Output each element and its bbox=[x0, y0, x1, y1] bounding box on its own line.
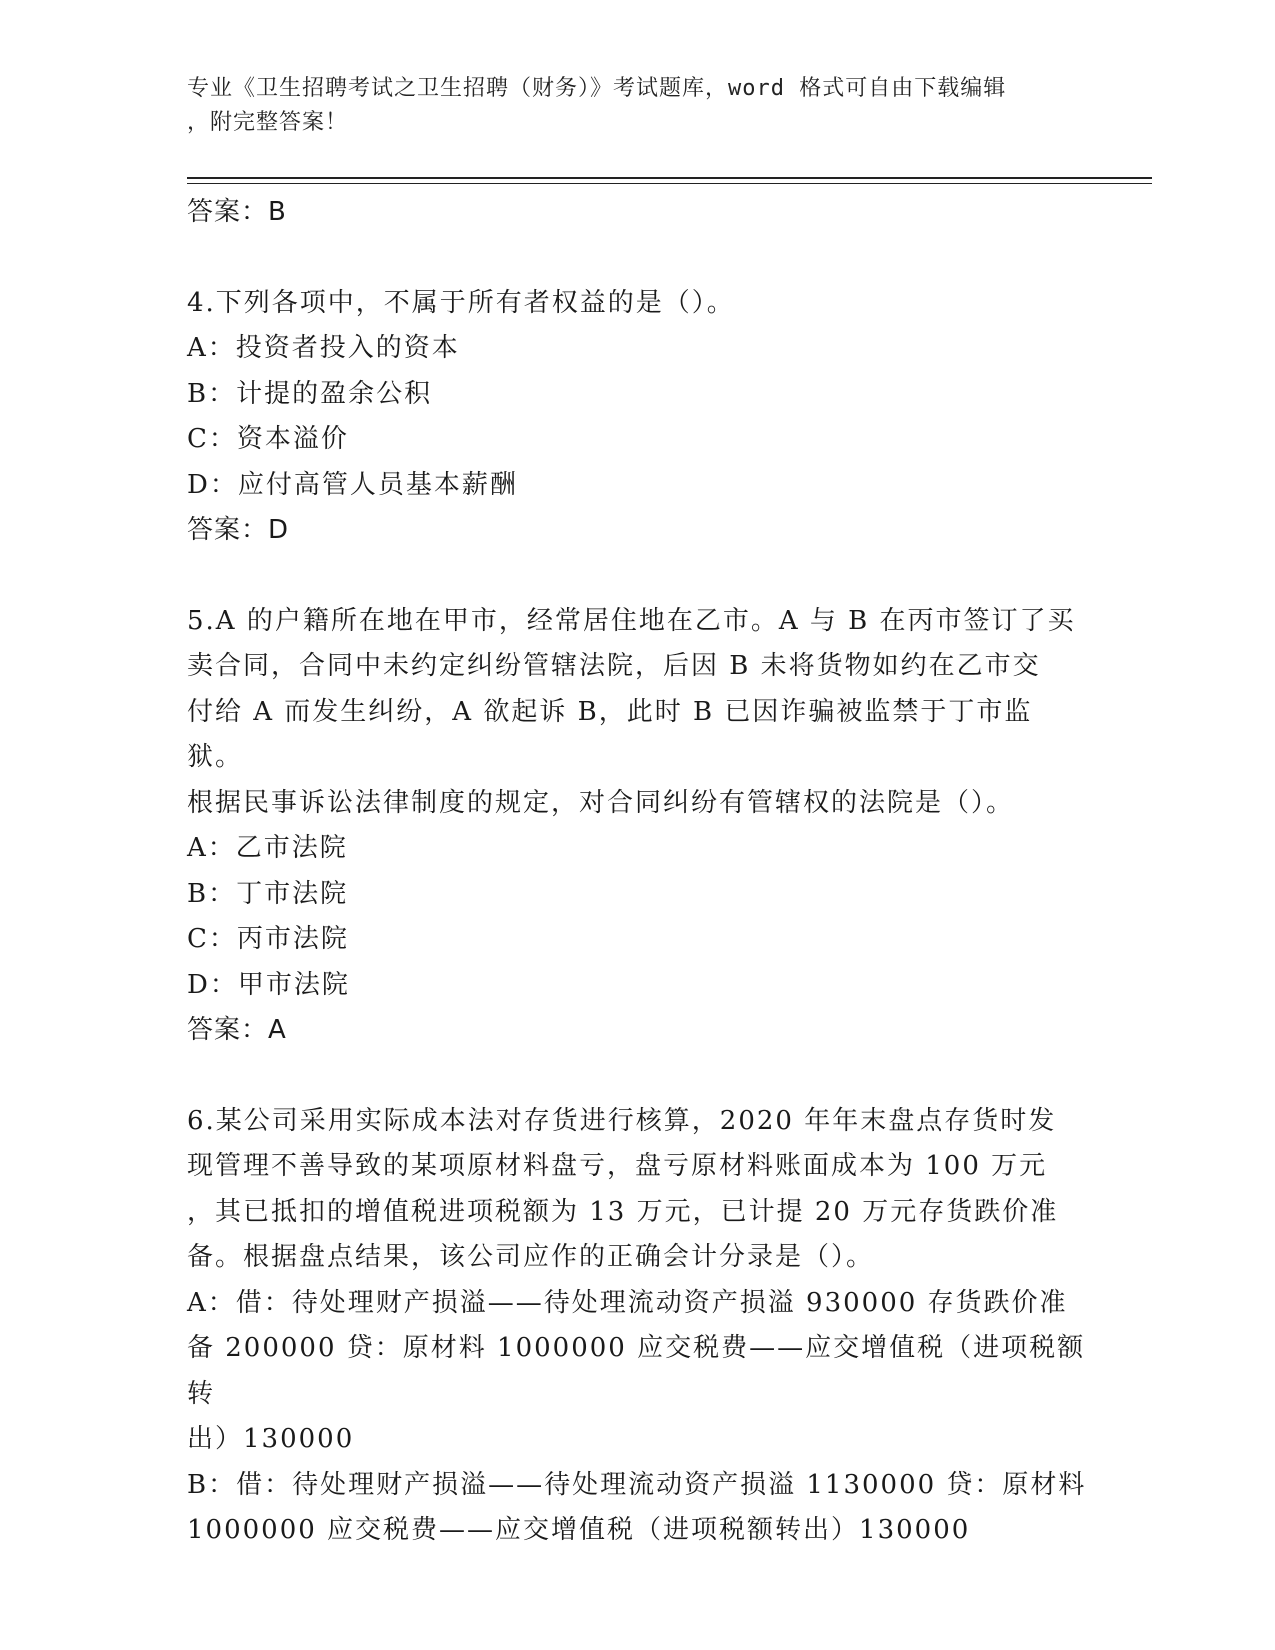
spacer bbox=[187, 236, 1087, 281]
option-b-line: B：借：待处理财产损溢——待处理流动资产损溢 1130000 贷：原材料 bbox=[187, 1469, 1087, 1500]
question-text: 4.下列各项中，不属于所有者权益的是（）。 bbox=[187, 287, 735, 318]
spacer bbox=[187, 1054, 1087, 1099]
option-d: D：甲市法院 bbox=[187, 969, 350, 1000]
spacer bbox=[187, 554, 1087, 599]
option-a-line: 出）130000 bbox=[187, 1424, 355, 1454]
option-b-line: 1000000 应交税费——应交增值税（进项税额转出）130000 bbox=[187, 1515, 971, 1545]
document-body bbox=[187, 190, 1087, 1554]
question-text-line: 备。根据盘点结果，该公司应作的正确会计分录是（）。 bbox=[187, 1242, 875, 1272]
option-d: D：应付高管人员基本薪酬 bbox=[187, 469, 518, 500]
question-text-line: 5.A 的户籍所在地在甲市，经常居住地在乙市。A 与 B 在丙市签订了买 bbox=[187, 605, 1076, 636]
answer-label: 答案：B bbox=[187, 197, 287, 227]
header-divider-thick bbox=[187, 177, 1152, 179]
option-a-line: 备 200000 贷：原材料 1000000 应交税费——应交增值税（进项税额转 bbox=[187, 1333, 1086, 1409]
question-text-line: ，其已抵扣的增值税进项税额为 13 万元，已计提 20 万元存货跌价准 bbox=[187, 1196, 1059, 1227]
question-text-line: 付给 A 而发生纠纷，A 欲起诉 B，此时 B 已因诈骗被监禁于丁市监狱。 bbox=[187, 696, 1033, 772]
option-a: A：投资者投入的资本 bbox=[187, 333, 460, 363]
question-5-block bbox=[187, 599, 1087, 1054]
option-b: B：计提的盈余公积 bbox=[187, 378, 433, 409]
header-line-1: 专业《卫生招聘考试之卫生招聘（财务）》考试题库，word 格式可自由下载编辑 bbox=[187, 76, 1007, 101]
question-text-line: 根据民事诉讼法律制度的规定，对合同纠纷有管辖权的法院是（）。 bbox=[187, 787, 1015, 818]
option-c: C：资本溢价 bbox=[187, 424, 349, 454]
option-b: B：丁市法院 bbox=[187, 878, 349, 909]
question-text-line: 现管理不善导致的某项原材料盘亏，盘亏原材料账面成本为 100 万元 bbox=[187, 1151, 1048, 1181]
option-a-line: A：借：待处理财产损溢——待处理流动资产损溢 930000 存货跌价准 bbox=[187, 1287, 1068, 1318]
question-text-line: 卖合同，合同中未约定纠纷管辖法院，后因 B 未将货物如约在乙市交 bbox=[187, 651, 1041, 681]
header-divider-thin bbox=[187, 183, 1152, 184]
question-6-block bbox=[187, 1099, 1087, 1554]
question-text-line: 6.某公司采用实际成本法对存货进行核算，2020 年年末盘点存货时发 bbox=[187, 1105, 1057, 1136]
answer-label: 答案：A bbox=[187, 1015, 287, 1045]
question-3-block bbox=[187, 190, 1087, 236]
header-line-2: ，附完整答案！ bbox=[187, 110, 349, 135]
document-header bbox=[187, 72, 1087, 140]
option-c: C：丙市法院 bbox=[187, 924, 349, 954]
answer-label: 答案：D bbox=[187, 515, 290, 545]
option-a: A：乙市法院 bbox=[187, 833, 348, 863]
question-4-block bbox=[187, 281, 1087, 554]
